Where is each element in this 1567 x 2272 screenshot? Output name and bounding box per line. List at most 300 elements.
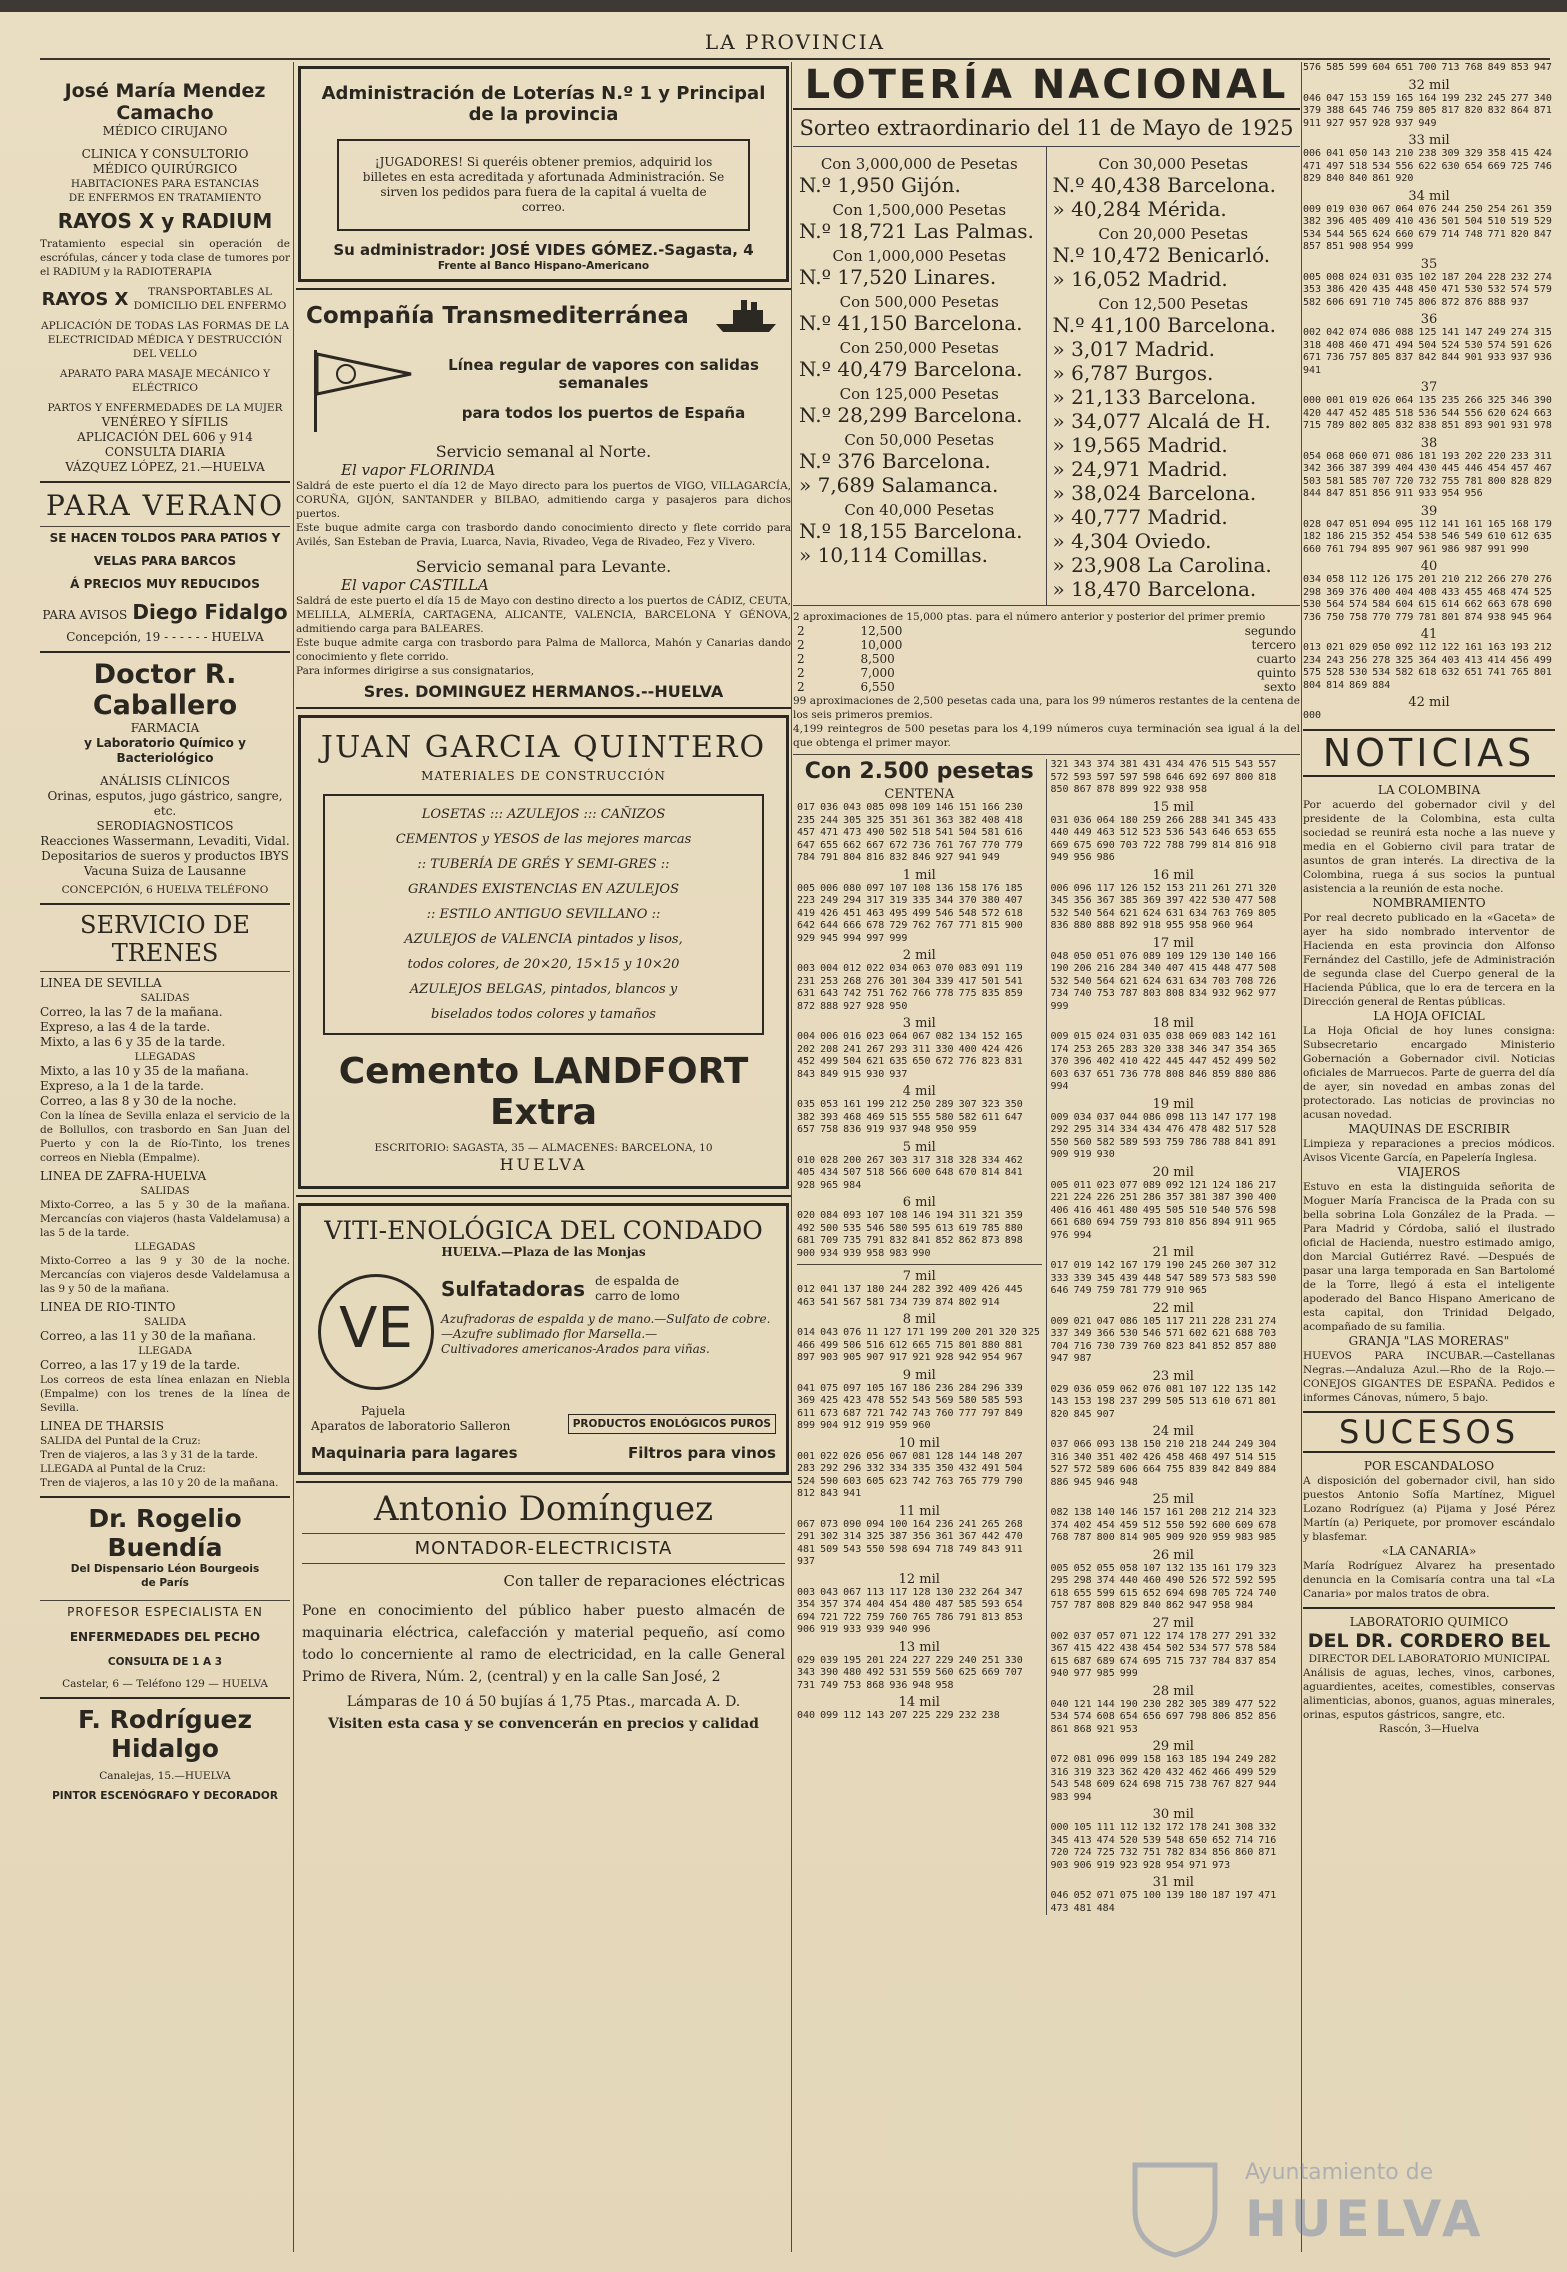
grid-heading: 20 mil: [1152, 1164, 1194, 1180]
hidalgo-title: F. Rodríguez Hidalgo: [77, 1705, 253, 1763]
prize-number: » 19,565 Madrid.: [1052, 433, 1228, 457]
number-column-left: [793, 759, 1047, 1915]
centena-label: CENTENA: [884, 787, 955, 802]
caballero-line: Orinas, esputos, jugo gástrico, sangre, etc.: [47, 789, 283, 818]
grid-numbers: 013 021 029 050 092 112 122 161 163 193 212 234 243 256 278 325 364 403 413 414 456 499 575 528 530 534 582 618 632 651 741 765 801 804 814 869 884: [1303, 642, 1552, 691]
quintero-title: JUAN GARCIA QUINTERO: [320, 730, 767, 765]
grid-numbers: 002 042 074 086 088 125 141 147 249 274 315 318 408 460 471 494 504 524 530 574 591 626 671 736 757 805 837 842 844 901 933 937 936 941: [1303, 327, 1552, 376]
grid-heading: 34 mil: [1408, 188, 1450, 204]
camacho-line: VÁZQUEZ LÓPEZ, 21.—HUELVA: [65, 460, 265, 474]
approx-row: [793, 666, 1300, 680]
prize-label: Con 250,000 Pesetas: [839, 339, 999, 357]
prize-number: N.º 18,155 Barcelona.: [799, 519, 1023, 543]
trans-vapor1: El vapor FLORINDA: [341, 461, 496, 479]
quintero-sub: MATERIALES DE CONSTRUCCIÓN: [421, 769, 666, 783]
ad-dominguez: [296, 1489, 791, 1732]
grid-numbers: 072 081 096 099 158 163 185 194 249 282 316 319 323 362 420 432 462 466 499 529 543 548 609 624 698 715 738 767 827 944 983 994: [1050, 1754, 1277, 1803]
buendia-line: CONSULTA DE 1 A 3: [107, 1656, 223, 1668]
buendia-title: Dr. Rogelio Buendía: [88, 1504, 242, 1562]
grid-heading: 2 mil: [902, 948, 936, 963]
buendia-line: ENFERMEDADES DEL PECHO: [69, 1630, 261, 1644]
column-rule: [791, 62, 792, 2252]
trenes-line: LLEGADA: [138, 1345, 192, 1357]
dominguez-line: Con taller de reparaciones eléctricas: [503, 1572, 785, 1590]
grid-numbers: 576 585 599 604 651 700 713 768 849 853 947: [1303, 62, 1552, 73]
grid-right-top: [1051, 759, 1297, 1915]
prize-number: N.º 10,472 Benicarló.: [1052, 243, 1271, 267]
news-head: GRANJA "LAS MORERAS": [1348, 1333, 1510, 1348]
approx-cell: quinto: [1256, 666, 1296, 680]
grid-numbers: 009 021 047 086 105 117 211 228 231 274 337 349 366 530 546 571 602 621 688 703 704 716 730 739 760 823 841 852 857 880 947 987: [1050, 1315, 1277, 1364]
viti-sulf: Sulfatadoras: [441, 1277, 586, 1301]
grid-heading: 15 mil: [1152, 799, 1194, 815]
trans-p1: Saldrá de este puerto el día 12 de Mayo directo para los puertos de VIGO, VILLAGARCÍA, CORUÑA, GIJÓN, SANTANDER y BILBAO, admitiendo carga y pasajeros para dichos puertos.: [296, 480, 791, 520]
trenes-line: Correo, a las 11 y 30 de la mañana.: [40, 1329, 257, 1343]
loterias-body: ¡JUGADORES! Si queréis obtener premios, adquirid los billetes en esta acreditada y afortunada Administración. Se sirven los pedidos para fuera de la capital á vuelta de correo.: [337, 139, 750, 231]
grid-heading: 30 mil: [1152, 1807, 1194, 1822]
ad-hidalgo: [40, 1705, 290, 1803]
ad-transmediterranea: [296, 296, 791, 701]
ad-caballero: [40, 659, 290, 897]
trenes-line: SALIDAS: [140, 1185, 190, 1197]
grid-numbers: 067 073 090 094 100 164 236 241 265 268 291 302 314 325 387 356 361 367 442 470 481 509 543 550 598 694 718 749 843 911 937: [797, 1518, 1023, 1567]
quintero-addr: ESCRITORIO: SAGASTA, 35 — ALMACENES: BARCELONA, 10: [374, 1142, 713, 1154]
news-head: MAQUINAS DE ESCRIBIR: [1348, 1121, 1510, 1136]
prize-number: » 7,689 Salamanca.: [799, 473, 999, 497]
trenes-line: Tren de viajeros, a las 10 y 20 de la mañana.: [40, 1477, 279, 1489]
prize-label: Con 1,500,000 Pesetas: [832, 201, 1007, 219]
grid-numbers: 009 034 037 044 086 098 113 147 177 198 292 295 314 334 434 476 478 482 517 528 550 560 582 589 593 759 786 788 841 891 909 919 930: [1050, 1111, 1277, 1160]
grid-numbers: 009 015 024 031 035 038 069 083 142 161 174 253 265 283 320 338 346 347 354 365 370 396 402 410 422 445 447 452 499 502 603 637 651 736 778 808 846 859 880 886 994: [1050, 1031, 1277, 1092]
grid-numbers: 041 075 097 105 167 186 236 284 296 339 369 425 423 478 552 543 569 580 585 593 611 673 687 721 742 743 760 777 797 849 899 904 912 919 959 960: [797, 1382, 1023, 1431]
top-border: [0, 0, 1567, 12]
approx-cell: cuarto: [1256, 652, 1296, 666]
trenes-line: SALIDA: [144, 1316, 186, 1328]
ad-buendia: Dr. Rogelio Buendía Del Dispensario Léon Bourgeois de París PROFESOR ESPECIALISTA EN ENFERMEDADES DEL PECHO CONSULTA DE 1 A 3 Castelar, 6 — Teléfono 129 — HUELVA: [40, 1504, 290, 1691]
trenes-line: Mixto-Correo, a las 5 y 30 de la mañana. Mercancías con viajeros (hasta Valdelamusa) a las 5 de la tarde.: [40, 1199, 290, 1239]
prize-label: Con 50,000 Pesetas: [844, 431, 995, 449]
prize-label: Con 20,000 Pesetas: [1098, 225, 1249, 243]
approx-row: [793, 624, 1300, 638]
viti-line: Aparatos de laboratorio Salleron: [311, 1419, 511, 1433]
grid-heading: 23 mil: [1152, 1368, 1194, 1384]
camacho-name: José María Mendez Camacho: [64, 80, 266, 124]
approx-row: [793, 680, 1300, 694]
grid-numbers: 010 028 200 267 303 317 318 328 334 462 405 434 507 518 566 600 648 670 814 841 928 965 984: [797, 1154, 1023, 1191]
trenes-line: Expreso, a la 1 de la tarde.: [40, 1079, 204, 1093]
camacho-rayos: RAYOS X y RADIUM: [57, 209, 273, 233]
prize-number: » 34,077 Alcalá de H.: [1052, 409, 1271, 433]
loteria-title: LOTERÍA NACIONAL: [793, 62, 1300, 110]
caballero-line: Reacciones Wassermann, Levaditi, Vidal.: [40, 834, 290, 848]
approx-cell: tercero: [1251, 638, 1296, 652]
grid-numbers: 014 043 076 11 127 171 199 200 201 320 325 466 499 506 516 612 665 715 801 880 881 897 903 905 907 917 921 928 942 954 967: [797, 1327, 1040, 1363]
approx-table: [793, 624, 1300, 694]
viti-sub: HUELVA.—Plaza de las Monjas: [441, 1245, 646, 1259]
approx-cell: 2: [797, 638, 805, 652]
grid-heading: 14 mil: [898, 1695, 940, 1710]
dominguez-line: Visiten esta casa y se convencerán en precios y calidad: [328, 1716, 759, 1732]
trenes-line: Correo, a las 8 y 30 de la noche.: [40, 1094, 237, 1108]
ad-camacho: [40, 80, 290, 475]
trenes-line: LINEA DE RIO-TINTO: [40, 1300, 176, 1314]
news-head: POR ESCANDALOSO: [1363, 1458, 1495, 1473]
prize-number: » 4,304 Oviedo.: [1052, 529, 1212, 553]
grid-heading: 5 mil: [902, 1139, 936, 1155]
caballero-line: FARMACIA: [130, 721, 200, 735]
camacho-line: VENÉREO Y SÍFILIS: [101, 415, 229, 429]
viti-line: Pajuela: [361, 1404, 406, 1418]
grid-heading: 37: [1420, 380, 1438, 395]
column-rule: [1301, 62, 1302, 2252]
trenes-line: LLEGADAS: [134, 1241, 196, 1253]
caballero-line: Depositarios de sueros y productos IBYS: [41, 849, 289, 863]
grid-numbers: 000 001 019 026 064 135 235 266 325 346 390 420 447 452 485 518 536 544 556 620 624 663 715 789 802 805 832 838 851 893 901 931 978: [1303, 395, 1552, 431]
trans-norte: Servicio semanal al Norte.: [435, 442, 652, 461]
trans-p3: Saldrá de este puerto el día 15 de Mayo con destino directo a los puertos de CÁDIZ, CEUTA, MELILLA, ALMERÍA, CARTAGENA, ALICANTE, VALENCIA, BARCELONA Y GÉNOVA, admitiendo carga para BALEARES.: [296, 595, 791, 635]
approx-row: [793, 638, 1300, 652]
column-2: [296, 62, 791, 2257]
grid-numbers: 017 019 142 167 179 190 245 260 307 312 333 339 345 439 448 547 589 573 583 590 646 749 759 781 779 910 965: [1050, 1260, 1277, 1296]
trenes-line: SALIDAS: [140, 992, 190, 1004]
prize-column-right: [1047, 147, 1301, 605]
prize-label: Con 3,000,000 de Pesetas: [820, 155, 1018, 173]
prize-number: » 40,777 Madrid.: [1052, 505, 1228, 529]
quintero-cement: Cemento LANDFORT Extra: [338, 1051, 749, 1133]
flag-icon: [296, 344, 416, 434]
trans-p5: Para informes dirigirse a sus consignatarios,: [296, 665, 535, 677]
grid-numbers: 029 039 195 201 224 227 229 240 251 330 343 390 480 492 531 559 560 625 669 707 731 749 753 868 936 948 958: [797, 1654, 1023, 1691]
grid-heading: 31 mil: [1152, 1875, 1194, 1890]
prize-number: N.º 376 Barcelona.: [799, 449, 991, 473]
grid-numbers: 037 066 093 138 150 210 218 244 249 304 316 340 351 402 426 458 468 497 514 515 527 572 589 606 664 755 839 842 849 884 886 945 946 948: [1050, 1439, 1277, 1488]
news-body: Por acuerdo del gobernador civil y del presidente de la Colombina, esta culta sociedad se reunirá esta noche a las nueve y media en el Gobierno civil para tratar de asuntos de gran interés. La directiva de la Colombina, ruega á sus socios la puntual asistencia a la reunión de esta noche.: [1303, 798, 1555, 895]
trenes-line: SALIDA del Puntal de la Cruz:: [40, 1435, 201, 1447]
grid-left-top: [797, 802, 1042, 1260]
grid-heading: 40: [1420, 559, 1438, 574]
verano-line: Á PRECIOS MUY REDUCIDOS: [70, 577, 260, 591]
approx-row: [793, 652, 1300, 666]
caballero-addr: CONCEPCIÓN, 6: [61, 884, 153, 896]
grid-numbers: 040 099 112 143 207 225 229 232 238: [797, 1710, 1000, 1721]
noticias-title: NOTICIAS: [1303, 729, 1555, 777]
news-body: A disposición del gobernador civil, han sido puestos Antonio Sofía Martínez, Miguel Lozano Rodríguez (a) Pijama y José Pérez Martín (a) Periquete, por promover escándalo y blasfemar.: [1303, 1474, 1555, 1543]
cordero-title: DEL DR. CORDERO BEL: [1307, 1629, 1551, 1652]
buendia-line: PROFESOR ESPECIALISTA EN: [67, 1605, 263, 1619]
caballero-city: HUELVA: [156, 884, 203, 896]
cordero-addr: Rascón, 3—Huelva: [1378, 1722, 1480, 1735]
prize-label: Con 125,000 Pesetas: [839, 385, 999, 403]
grid-heading: 42 mil: [1408, 695, 1450, 710]
trenes: [40, 911, 290, 1490]
camacho-line: HABITACIONES PARA ESTANCIAS: [70, 178, 260, 190]
grid-heading: 18 mil: [1152, 1016, 1194, 1031]
quintero-line: AZULEJOS de VALENCIA pintados y lisos,: [404, 932, 683, 947]
camacho-rayos-x: RAYOS X: [41, 288, 129, 310]
verano-title: PARA VERANO: [45, 489, 285, 522]
prize-label: Con 30,000 Pesetas: [1098, 155, 1249, 173]
column-4: [1303, 62, 1555, 2257]
news-head: LA HOJA OFICIAL: [1373, 1008, 1485, 1023]
trenes-line: Mixto, a las 6 y 35 de la tarde.: [40, 1035, 226, 1049]
con2500: Con 2.500 pesetas: [804, 759, 1034, 784]
news-head: VIAJEROS: [1397, 1164, 1461, 1179]
trans-p4: Este buque admite carga con trasbordo para Palma de Mallorca, Mahón y Canarias dando conocimiento y flete corrido.: [296, 637, 791, 663]
watermark-city: HUELVA: [1245, 2190, 1485, 2248]
quintero-line: CEMENTOS y YESOS de las mejores marcas: [395, 832, 692, 847]
news-body: María Rodríguez Alvarez ha presentado denuncia en la Comisaría contra una tal «La Canaria» por malos tratos de obra.: [1303, 1559, 1555, 1600]
grid-numbers: 000 105 111 112 132 172 178 241 308 332 345 413 474 520 539 548 650 652 714 716 720 724 725 732 751 782 834 856 860 871 903 906 919 923 928 954 971 973: [1050, 1822, 1277, 1871]
grid-left-bottom: [797, 1269, 1042, 1723]
dominguez-sub: MONTADOR-ELECTRICISTA: [414, 1538, 673, 1559]
prize-number: N.º 40,438 Barcelona.: [1052, 173, 1276, 197]
approx-cell: 2: [797, 624, 805, 638]
verano-line: SE HACEN TOLDOS PARA PATIOS Y: [49, 531, 281, 545]
grid-numbers: 005 011 023 077 089 092 121 124 186 217 221 224 226 251 286 357 381 387 390 400 406 416 461 480 495 505 510 540 576 598 661 680 694 759 793 810 856 894 911 965 976 994: [1050, 1179, 1277, 1241]
grid-numbers: 001 022 026 056 067 081 128 144 148 207 283 292 296 332 334 335 350 432 491 504 524 590 603 605 623 742 763 765 779 790 812 843 941: [797, 1450, 1023, 1499]
grid-heading: 27 mil: [1152, 1615, 1194, 1631]
grid-heading: 17 mil: [1152, 935, 1194, 951]
loterias-frente: Frente al Banco Hispano-Americano: [437, 260, 650, 272]
prize-number: N.º 17,520 Linares.: [799, 265, 997, 289]
trans-levante: Servicio semanal para Levante.: [415, 557, 672, 576]
grid-numbers: 082 138 140 146 157 161 208 212 214 323 374 402 454 459 512 550 592 600 609 678 768 787 800 814 905 909 920 959 983 985: [1050, 1507, 1277, 1543]
grid-numbers: 009 019 030 067 064 076 244 250 254 261 359 382 396 405 409 410 436 501 504 510 519 529 534 544 565 624 660 679 714 748 771 820 847 857 851 908 954 999: [1303, 203, 1552, 252]
caballero-line: SERODIAGNOSTICOS: [96, 819, 234, 833]
trenes-line: LLEGADAS: [134, 1051, 196, 1063]
grid-heading: 6 mil: [902, 1195, 936, 1210]
camacho-line: APLICACIÓN DEL 606 y 914: [77, 430, 253, 444]
news-head: «LA CANARIA»: [1381, 1543, 1477, 1558]
prize-column-left: [793, 147, 1047, 605]
prize-number: » 10,114 Comillas.: [799, 543, 988, 567]
grid-heading: 4 mil: [902, 1084, 936, 1099]
trans-cons: Sres. DOMINGUEZ HERMANOS.--HUELVA: [363, 682, 724, 701]
approx-text: 99 aproximaciones de 2,500 pesetas cada una, para los 99 números restantes de la centena de los seis primeros premios.: [793, 695, 1300, 721]
ad-verano: PARA VERANO SE HACEN TOLDOS PARA PATIOS Y VELAS PARA BARCOS Á PRECIOS MUY REDUCIDOS PARA AVISOS Diego Fidalgo Concepción, 19 - - - - - - HUELVA: [40, 489, 290, 645]
prize-label: Con 12,500 Pesetas: [1098, 295, 1249, 313]
grid-heading: 13 mil: [898, 1639, 940, 1655]
camacho-line: MÉDICO QUIRÚRGICO: [92, 162, 238, 176]
prize-label: Con 1,000,000 Pesetas: [832, 247, 1007, 265]
viti-line: Azufradoras de espalda y de mano.—Sulfato de cobre.—Azufre sublimado flor Marsella.—: [441, 1312, 771, 1341]
grid-numbers: 048 050 051 076 089 109 129 130 140 166 190 206 216 284 340 407 415 448 477 508 532 540 564 621 624 631 634 703 708 726 734 740 753 787 803 808 834 932 962 977 999: [1050, 950, 1277, 1012]
hidalgo-line: PINTOR ESCENÓGRAFO Y DECORADOR: [52, 1790, 278, 1802]
grid-heading: 38: [1420, 435, 1438, 451]
prize-number: N.º 28,299 Barcelona.: [799, 403, 1023, 427]
camacho-line: PARTOS Y ENFERMEDADES DE LA MUJER: [47, 402, 283, 414]
trenes-line: Mixto-Correo a las 9 y 30 de la noche. Mercancías con viajeros desde Valdelamusa a las 9 y 50 de la mañana.: [40, 1255, 290, 1295]
approx-cell: 2: [797, 652, 805, 666]
approx-cell: 2: [797, 666, 805, 680]
grid-numbers: 002 037 057 071 122 174 178 277 291 332 367 415 422 438 454 502 534 577 578 584 615 687 689 674 695 715 737 784 837 854 940 977 985 999: [1050, 1630, 1277, 1679]
prize-number: » 3,017 Madrid.: [1052, 337, 1216, 361]
grid-heading: 39: [1420, 503, 1438, 519]
quintero-list: [323, 794, 764, 1035]
grid-numbers: 006 096 117 126 152 153 211 261 271 320 345 356 367 385 369 397 422 530 477 508 532 540 564 621 624 631 634 763 769 805 836 880 888 892 918 955 958 960 964: [1050, 882, 1277, 931]
grid-heading: 21 mil: [1152, 1245, 1194, 1260]
grid-heading: 9 mil: [902, 1367, 936, 1383]
prize-number: N.º 1,950 Gijón.: [799, 173, 961, 197]
prize-number: » 38,024 Barcelona.: [1052, 481, 1257, 505]
quintero-line: GRANDES EXISTENCIAS EN AZULEJOS: [408, 882, 679, 897]
grid-numbers: 054 068 060 071 086 181 193 202 220 233 311 342 366 387 399 404 430 445 446 454 457 467 503 581 585 707 720 732 755 781 800 828 829 844 847 851 856 911 933 954 956: [1303, 450, 1552, 499]
prize-table: [793, 146, 1300, 606]
grid-heading: 35: [1420, 256, 1438, 272]
quintero-line: :: TUBERÍA DE GRÉS Y SEMI-GRES ::: [417, 857, 670, 872]
grid-heading: 3 mil: [902, 1016, 936, 1031]
grid-numbers: 046 052 071 075 100 139 180 187 197 471 473 481 484: [1050, 1890, 1277, 1914]
approx-cell: 10,000: [860, 638, 903, 652]
number-column-right: [1047, 759, 1301, 1915]
grid-heading: 41: [1420, 627, 1438, 642]
masthead-title: LA PROVINCIA: [704, 30, 886, 54]
column-1: [40, 62, 290, 2257]
camacho-role: MÉDICO CIRUJANO: [102, 124, 228, 138]
approx-cell: 7,000: [860, 666, 895, 680]
news-body: Limpieza y reparaciones a precios módicos. Avisos Vicente García, en Papelería Inglesa.: [1303, 1137, 1555, 1164]
grid-numbers: 046 047 153 159 165 164 199 232 245 277 340 379 388 645 746 759 805 817 820 832 864 871 911 927 957 928 937 949: [1303, 92, 1552, 129]
grid-numbers: 029 036 059 062 076 081 107 122 135 142 143 153 198 237 299 505 513 610 671 801 820 845 907: [1050, 1383, 1277, 1420]
hidalgo-line: Canalejas, 15.—HUELVA: [99, 1770, 231, 1782]
cordero-line: LABORATORIO QUIMICO: [1349, 1614, 1509, 1629]
grid-heading: 8 mil: [902, 1312, 936, 1327]
viti-line: Filtros para vinos: [628, 1444, 776, 1462]
approx-cell: 2: [797, 680, 805, 694]
caballero-title: Doctor R. Caballero: [92, 659, 238, 721]
grid-numbers: 003 004 012 022 034 063 070 083 091 119 231 253 268 276 301 304 339 417 501 541 631 643 742 751 762 766 778 775 835 859 872 888 927 928 950: [797, 963, 1023, 1012]
grid-numbers: 005 006 080 097 107 108 136 158 176 185 223 249 294 317 319 335 344 370 380 407 419 426 451 463 495 499 546 548 572 618 642 644 666 678 729 762 767 771 815 900 929 945 994 997 999: [797, 882, 1023, 944]
approx-cell: 12,500: [860, 624, 903, 638]
trenes-title: SERVICIO DE TRENES: [80, 911, 250, 967]
column-rule: [293, 62, 294, 2252]
column-3: [793, 62, 1300, 2257]
viti-title: VITI-ENOLÓGICA DEL CONDADO: [324, 1216, 763, 1245]
quintero-line: biselados todos colores y tamaños: [431, 1007, 656, 1022]
viti-line: PRODUCTOS ENOLÓGICOS PUROS: [568, 1414, 776, 1434]
dominguez-body: Pone en conocimiento del público haber puesto almacén de maquinaria eléctrica, calefacción y material pequeño, así como todo lo concerniente al ramo de electricidad, en la calle General Primo de Rivera, Núm. 2, (central) y en la calle San José, 2: [302, 1603, 785, 1685]
trenes-line: LINEA DE SEVILLA: [40, 976, 162, 990]
grid-numbers: 020 084 093 107 108 146 194 311 321 359 492 500 535 546 580 595 613 619 785 880 681 709 735 791 832 841 852 862 873 898 900 934 939 958 983 990: [797, 1210, 1023, 1259]
dominguez-line: Lámparas de 10 á 50 bujías á 1,75 Ptas., marcada A. D.: [346, 1694, 741, 1710]
grid-numbers: 005 008 024 031 035 102 187 204 228 232 274 353 386 420 435 448 450 471 530 532 574 579 582 606 691 710 745 806 872 876 888 937: [1303, 271, 1552, 308]
grid-heading: 26 mil: [1152, 1547, 1194, 1563]
grid-heading: 11 mil: [898, 1503, 940, 1519]
caballero-line: Vacuna Suiza de Lausanne: [83, 864, 247, 878]
camacho-line: CLINICA Y CONSULTORIO: [81, 147, 249, 161]
viti-sulf2: de espalda de carro de lomo: [595, 1274, 680, 1303]
prize-label: Con 40,000 Pesetas: [844, 501, 995, 519]
loterias-title: Administración de Loterías N.º 1 y Principal de la provincia: [321, 83, 766, 125]
ship-icon: [711, 296, 781, 336]
news-body: HUEVOS PARA INCUBAR.—Castellanas Negras.—Andaluza Azul.—Rho de la Rojo.—CONEJOS GIGANTES DE ESPAÑA. Pedidos e informes Cánovas, número, 5 bajo.: [1303, 1349, 1555, 1404]
grid-numbers: 031 036 064 180 259 266 288 341 345 433 440 449 463 512 523 536 543 646 653 655 669 675 690 703 722 788 799 814 816 918 949 956 986: [1050, 814, 1277, 863]
prize-number: » 24,971 Madrid.: [1052, 457, 1228, 481]
trenes-line: Expreso, a las 4 de la tarde.: [40, 1020, 211, 1034]
grid-numbers: 003 043 067 113 117 128 130 232 264 347 354 357 374 404 454 480 487 585 593 654 694 721 722 759 760 765 786 791 813 853 906 919 933 939 940 996: [797, 1586, 1023, 1635]
loteria-sorteo: Sorteo extraordinario del 11 de Mayo de 1925: [799, 116, 1294, 140]
grid-heading: 1 mil: [902, 867, 936, 883]
prize-number: N.º 41,100 Barcelona.: [1052, 313, 1276, 337]
camacho-line: APARATO PARA MASAJE MECÁNICO Y ELÉCTRICO: [59, 368, 271, 394]
buendia-tel: Teléfono 129: [136, 1678, 205, 1690]
grid-heading: 24 mil: [1152, 1424, 1194, 1439]
prize-number: » 16,052 Madrid.: [1052, 267, 1228, 291]
number-grid: [793, 759, 1300, 1915]
buendia-line: Del Dispensario Léon Bourgeois: [70, 1563, 260, 1575]
verano-avisos: PARA AVISOS: [42, 608, 128, 622]
approx-cell: 6,550: [860, 680, 895, 694]
grid-numbers: 017 036 043 085 098 109 146 151 166 230 235 244 305 325 351 361 363 382 408 418 457 471 473 490 502 518 541 504 581 616 647 655 662 667 672 736 761 767 770 779 784 791 804 816 832 846 927 941 949: [797, 802, 1023, 863]
approx-intro: 2 aproximaciones de 15,000 ptas. para el número anterior y posterior del primer premio: [793, 611, 1266, 623]
buendia-city: HUELVA: [222, 1678, 268, 1690]
camacho-line: DE ENFERMOS EN TRATAMIENTO: [68, 192, 262, 204]
buendia-addr: Castelar, 6: [62, 1678, 120, 1690]
news-body: La Hoja Oficial de hoy lunes consigna: Subsecretario encargado Ministerio Gobernación a Gobernador civil. Noticias oficiales de Marruecos. Parte de guerra del día de ayer, sin novedad en ambas zonas del protectorado. Las noticias de provincias no acusan novedad.: [1303, 1024, 1555, 1121]
cordero-line: DIRECTOR DEL LABORATORIO MUNICIPAL: [1308, 1652, 1550, 1665]
grid-heading: 10 mil: [898, 1435, 940, 1451]
cordero-body: Análisis de aguas, leches, vinos, carbones, aguardientes, aceites, comestibles, conservas alimenticias, abonos, guanos, aguas minerales, orinas, esputos gástricos, sangre, etc.: [1303, 1666, 1555, 1721]
prize-number: N.º 40,479 Barcelona.: [799, 357, 1023, 381]
grid-heading: 33 mil: [1408, 133, 1450, 148]
trenes-line: Correo, la las 7 de la mañana.: [40, 1005, 223, 1019]
grid-numbers: 040 121 144 190 230 282 305 389 477 522 534 574 608 654 656 697 798 806 852 856 861 868 921 953: [1050, 1698, 1277, 1735]
prize-number: » 18,470 Barcelona.: [1052, 577, 1257, 601]
ad-quintero: [298, 715, 789, 1189]
grid-heading: 29 mil: [1152, 1739, 1194, 1754]
ad-viti: [298, 1203, 789, 1475]
grid-heading: 7 mil: [902, 1269, 936, 1284]
archive-watermark: [1120, 2150, 1550, 2260]
grid-numbers: 004 006 016 023 064 067 082 134 152 165 202 208 241 267 293 311 330 400 424 426 452 499 504 621 635 650 672 776 823 831 843 849 915 930 937: [797, 1031, 1023, 1080]
grid-numbers: 028 047 051 094 095 112 141 161 165 168 179 182 186 215 352 454 538 546 549 610 612 635 660 761 794 895 907 961 986 987 991 990: [1303, 518, 1552, 555]
grid-heading: 16 mil: [1152, 867, 1194, 883]
news-body: Por real decreto publicado en la «Gaceta» de ayer ha sido nombrado interventor de Hacienda en esta provincia don Alfonso Fernández del Castillo, jefe de Administración de segunda clase del Cuerpo general de la Hacienda Pública, que lo era de tercera en la Dirección general de Rentas públicas.: [1303, 911, 1555, 1008]
grid-numbers: 006 041 050 143 210 238 309 329 358 415 424 471 497 518 534 556 622 630 654 669 725 746 829 840 840 861 920: [1303, 148, 1552, 184]
verano-name: Diego Fidalgo: [132, 600, 288, 624]
trenes-line: LLEGADA al Puntal de la Cruz:: [40, 1463, 206, 1475]
viti-logo: VE: [318, 1274, 434, 1390]
grid-col4: [1303, 62, 1555, 723]
prize-number: » 6,787 Burgos.: [1052, 361, 1214, 385]
sucesos-title: SUCESOS: [1303, 1411, 1555, 1453]
camacho-line: CONSULTA DIARIA: [104, 445, 226, 459]
watermark-line: Ayuntamiento de: [1245, 2160, 1434, 2185]
masthead: [40, 30, 1550, 60]
prize-number: » 40,284 Mérida.: [1052, 197, 1227, 221]
ad-loterias: [298, 66, 789, 282]
verano-line: VELAS PARA BARCOS: [93, 554, 237, 568]
grid-heading: 36: [1420, 312, 1438, 327]
shield-icon: [1120, 2150, 1230, 2260]
approx-cell: sexto: [1263, 680, 1296, 694]
grid-numbers: 012 041 137 180 244 282 392 409 426 445 463 541 567 581 734 739 874 802 914: [797, 1284, 1023, 1308]
dominguez-title: Antonio Domínguez: [373, 1489, 714, 1529]
trenes-line: Mixto, a las 10 y 35 de la mañana.: [40, 1064, 249, 1078]
caballero-line: ANÁLISIS CLÍNICOS: [100, 774, 230, 788]
grid-heading: 12 mil: [898, 1571, 940, 1587]
trenes-line: Correo, a las 17 y 19 de la tarde.: [40, 1358, 241, 1372]
viti-line: Maquinaria para lagares: [311, 1444, 518, 1462]
grid-heading: 28 mil: [1152, 1683, 1194, 1699]
quintero-line: :: ESTILO ANTIGUO SEVILLANO ::: [426, 907, 661, 922]
camacho-line: Tratamiento especial sin operación de escrófulas, cáncer y toda clase de tumores por el RADIUM y la RADIOTERAPIA: [40, 238, 290, 278]
quintero-city: HUELVA: [499, 1155, 588, 1174]
trenes-line: Con la línea de Sevilla enlaza el servicio de la de Bollullos, con trasbordo en San Juan del Puerto y con la de Río-Tinto, los trenes correos en Niebla (Empalme).: [40, 1110, 290, 1164]
grid-heading: 19 mil: [1152, 1096, 1194, 1112]
approx-text: 4,199 reintegros de 500 pesetas para los 4,199 números cuya terminación sea igual á la del que obtenga el primer mayor.: [793, 723, 1300, 749]
caballero-tel: TELÉFONO: [205, 884, 269, 896]
